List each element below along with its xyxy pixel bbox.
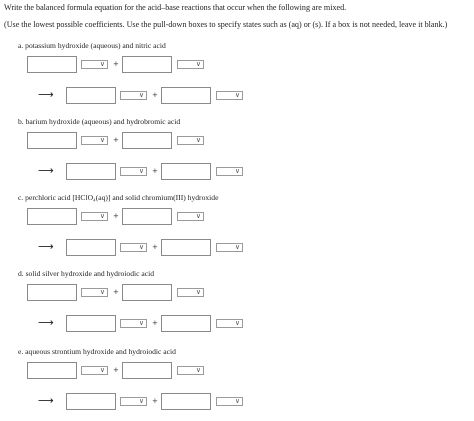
problem-c-reactant-2-input[interactable] [122, 208, 172, 225]
chevron-down-icon: ∨ [99, 288, 105, 296]
problem-d-plus-icon: + [113, 288, 119, 296]
chevron-down-icon: ∨ [195, 212, 201, 220]
chevron-down-icon: ∨ [138, 91, 144, 99]
problem-e-product-2-state-select[interactable] [216, 397, 243, 406]
problem-d-plus-icon-2: + [152, 319, 158, 327]
problem-e-product-1-input[interactable] [66, 393, 116, 410]
problem-e-product-2-input[interactable] [161, 393, 211, 410]
problem-c-reactant-1-input[interactable] [27, 208, 77, 225]
problem-d-reactant-1-state-select[interactable] [81, 288, 108, 297]
chevron-down-icon: ∨ [234, 91, 240, 99]
chevron-down-icon: ∨ [99, 60, 105, 68]
chevron-down-icon: ∨ [234, 243, 240, 251]
problem-b-product-1-state-select[interactable] [120, 167, 147, 176]
problem-b-reactant-2-state-select[interactable] [177, 136, 204, 145]
problem-c-product-2-input[interactable] [161, 239, 211, 256]
problem-d-product-1-state-select[interactable] [120, 319, 147, 328]
chevron-down-icon: ∨ [99, 366, 105, 374]
problem-b-product-2-state-select[interactable] [216, 167, 243, 176]
problem-d-reactant-1-input[interactable] [27, 284, 77, 301]
chevron-down-icon: ∨ [138, 167, 144, 175]
problem-a-reactant-1-input[interactable] [27, 56, 77, 73]
problem-b-plus-icon-2: + [152, 167, 158, 175]
chevron-down-icon: ∨ [99, 136, 105, 144]
chevron-down-icon: ∨ [234, 397, 240, 405]
problem-e-reactant-1-state-select[interactable] [81, 366, 108, 375]
problem-c-product-2-state-select[interactable] [216, 243, 243, 252]
problem-d-label: d. solid silver hydroxide and hydroiodic acid [18, 269, 155, 278]
chevron-down-icon: ∨ [195, 366, 201, 374]
chevron-down-icon: ∨ [138, 397, 144, 405]
problem-e-plus-icon: + [113, 366, 119, 374]
problem-e-arrow-icon: ⟶ [38, 394, 54, 407]
instruction-line-1: Write the balanced formula equation for the acid–base reactions that occur when the following are mixed. [4, 3, 347, 12]
chevron-down-icon: ∨ [138, 243, 144, 251]
problem-e-plus-icon-2: + [152, 397, 158, 405]
problem-a-reactant-1-state-select[interactable] [81, 60, 108, 69]
problem-b-reactant-2-input[interactable] [122, 132, 172, 149]
problem-a-product-2-input[interactable] [161, 87, 211, 104]
problem-a-plus-icon-2: + [152, 91, 158, 99]
chevron-down-icon: ∨ [234, 167, 240, 175]
problem-c-plus-icon-2: + [152, 243, 158, 251]
problem-a-reactant-2-input[interactable] [122, 56, 172, 73]
problem-e-reactant-2-input[interactable] [122, 362, 172, 379]
problem-a-plus-icon: + [113, 60, 119, 68]
chevron-down-icon: ∨ [195, 288, 201, 296]
chevron-down-icon: ∨ [195, 136, 201, 144]
problem-d-product-2-input[interactable] [161, 315, 211, 332]
instruction-line-2: (Use the lowest possible coefficients. Use the pull-down boxes to specify states such as (aq) or (s). If a box is not needed, leave it blank.) [4, 20, 448, 29]
problem-d-product-2-state-select[interactable] [216, 319, 243, 328]
problem-a-arrow-icon: ⟶ [38, 88, 54, 101]
problem-c-label: c. perchloric acid [HClO₄(aq)] and solid chromium(III) hydroxide [18, 193, 219, 202]
problem-b-product-1-input[interactable] [66, 163, 116, 180]
problem-a-reactant-2-state-select[interactable] [177, 60, 204, 69]
problem-c-reactant-1-state-select[interactable] [81, 212, 108, 221]
problem-e-reactant-1-input[interactable] [27, 362, 77, 379]
problem-d-arrow-icon: ⟶ [38, 316, 54, 329]
problem-c-product-1-input[interactable] [66, 239, 116, 256]
problem-d-product-1-input[interactable] [66, 315, 116, 332]
problem-a-label: a. potassium hydroxide (aqueous) and nitric acid [18, 41, 166, 50]
problem-b-arrow-icon: ⟶ [38, 164, 54, 177]
problem-c-plus-icon: + [113, 212, 119, 220]
problem-d-reactant-2-input[interactable] [122, 284, 172, 301]
chevron-down-icon: ∨ [195, 60, 201, 68]
problem-b-reactant-1-state-select[interactable] [81, 136, 108, 145]
chevron-down-icon: ∨ [138, 319, 144, 327]
problem-a-product-2-state-select[interactable] [216, 91, 243, 100]
problem-e-label: e. aqueous strontium hydroxide and hydroiodic acid [18, 347, 176, 356]
chevron-down-icon: ∨ [234, 319, 240, 327]
problem-a-product-1-input[interactable] [66, 87, 116, 104]
problem-b-reactant-1-input[interactable] [27, 132, 77, 149]
problem-d-reactant-2-state-select[interactable] [177, 288, 204, 297]
problem-c-arrow-icon: ⟶ [38, 240, 54, 253]
problem-e-reactant-2-state-select[interactable] [177, 366, 204, 375]
problem-b-product-2-input[interactable] [161, 163, 211, 180]
problem-b-label: b. barium hydroxide (aqueous) and hydrobromic acid [18, 117, 181, 126]
problem-c-reactant-2-state-select[interactable] [177, 212, 204, 221]
chevron-down-icon: ∨ [99, 212, 105, 220]
problem-c-product-1-state-select[interactable] [120, 243, 147, 252]
problem-e-product-1-state-select[interactable] [120, 397, 147, 406]
problem-b-plus-icon: + [113, 136, 119, 144]
problem-a-product-1-state-select[interactable] [120, 91, 147, 100]
